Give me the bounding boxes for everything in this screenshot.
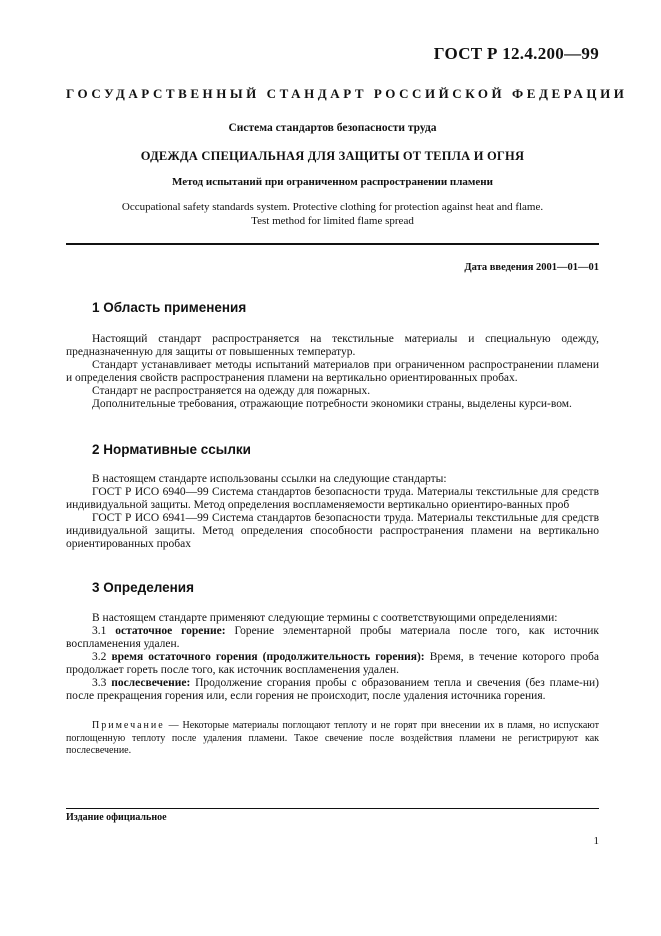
note-label: Примечание bbox=[92, 720, 165, 731]
section-3-body bbox=[66, 612, 599, 703]
section-2-body bbox=[66, 473, 599, 551]
paragraph: ГОСТ Р ИСО 6941—99 Система стандартов безопасности труда. Материалы текстильные для средств индивидуальной защиты. Метод определения способности распространения пламени на вертикально ориентированных пробах bbox=[66, 512, 599, 550]
definition-text: Горение элементарной пробы материала после того, как источник воспламенения удален. bbox=[66, 625, 599, 650]
section-2-heading: 2 Нормативные ссылки bbox=[92, 442, 251, 457]
state-standard-line: ГОСУДАРСТВЕННЫЙ СТАНДАРТ РОССИЙСКОЙ ФЕДЕРАЦИИ bbox=[66, 86, 628, 101]
paragraph: Дополнительные требования, отражающие потребности экономики страны, выделены курси-вом. bbox=[92, 398, 572, 410]
definition-term: послесвечение: bbox=[111, 677, 191, 689]
definition-number: 3.3 bbox=[92, 677, 107, 689]
method-subtitle: Метод испытаний при ограниченном распространении пламени bbox=[172, 176, 493, 188]
definition-item bbox=[66, 677, 599, 703]
definition-item bbox=[66, 651, 599, 677]
system-line: Система стандартов безопасности труда bbox=[228, 122, 437, 134]
paragraph: В настоящем стандарте применяют следующие термины с соответствующими определениями: bbox=[92, 612, 558, 624]
english-title-line-2: Test method for limited flame spread bbox=[251, 215, 414, 227]
section-3-heading: 3 Определения bbox=[92, 580, 194, 595]
definition-term: время остаточного горения (продолжительность горения): bbox=[111, 651, 425, 663]
paragraph: Стандарт не распространяется на одежду для пожарных. bbox=[92, 385, 371, 397]
paragraph: Настоящий стандарт распространяется на текстильные материалы и специальную одежду, предназначенную для защиты от повышенных температур. bbox=[66, 333, 599, 358]
definition-term: остаточное горение: bbox=[115, 625, 226, 637]
english-title-line-1: Occupational safety standards system. Protective clothing for protection against heat and flame. bbox=[121, 201, 544, 213]
paragraph: В настоящем стандарте использованы ссылки на следующие стандарты: bbox=[92, 473, 447, 485]
definition-item bbox=[66, 625, 599, 651]
section-1-heading: 1 Область применения bbox=[92, 300, 247, 315]
page-number: 1 bbox=[593, 835, 599, 847]
paragraph: Стандарт устанавливает методы испытаний материалов при ограниченном распространении пламени и определения свойств распространения пламени на вертикально ориентированных пробах. bbox=[66, 359, 599, 384]
official-edition-label: Издание официальное bbox=[66, 812, 167, 823]
effective-date: Дата введения 2001—01—01 bbox=[464, 262, 599, 273]
document-title: ОДЕЖДА СПЕЦИАЛЬНАЯ ДЛЯ ЗАЩИТЫ ОТ ТЕПЛА И ОГНЯ bbox=[140, 149, 525, 163]
footer-divider bbox=[66, 808, 599, 809]
definition-number: 3.1 bbox=[92, 625, 107, 637]
section-1-body bbox=[66, 333, 599, 411]
title-divider bbox=[66, 243, 599, 245]
definition-note bbox=[66, 720, 599, 758]
standard-code: ГОСТ Р 12.4.200—99 bbox=[433, 44, 599, 63]
definition-text: Время, в течение которого проба продолжает гореть после того, как источник воспламенения удален. bbox=[66, 651, 599, 676]
paragraph: ГОСТ Р ИСО 6940—99 Система стандартов безопасности труда. Материалы текстильные для средств индивидуальной защиты. Метод определения воспламеняемости вертикально ориентиро-ванных проб bbox=[66, 486, 599, 511]
english-title bbox=[66, 200, 599, 228]
definition-number: 3.2 bbox=[92, 651, 107, 663]
definition-text: Продолжение сгорания пробы с образованием тепла и свечения (без пламе-ни) после прекращения горения или, если горения не происходит, после удаления источника горения. bbox=[66, 677, 600, 702]
note-text: — Некоторые материалы поглощают теплоту и не горят при внесении их в пламя, но испускают поглощенную теплоту после удаления пламени. Такое свечение после воздействия пламени не регистрируют как послесвечение. bbox=[66, 720, 599, 756]
